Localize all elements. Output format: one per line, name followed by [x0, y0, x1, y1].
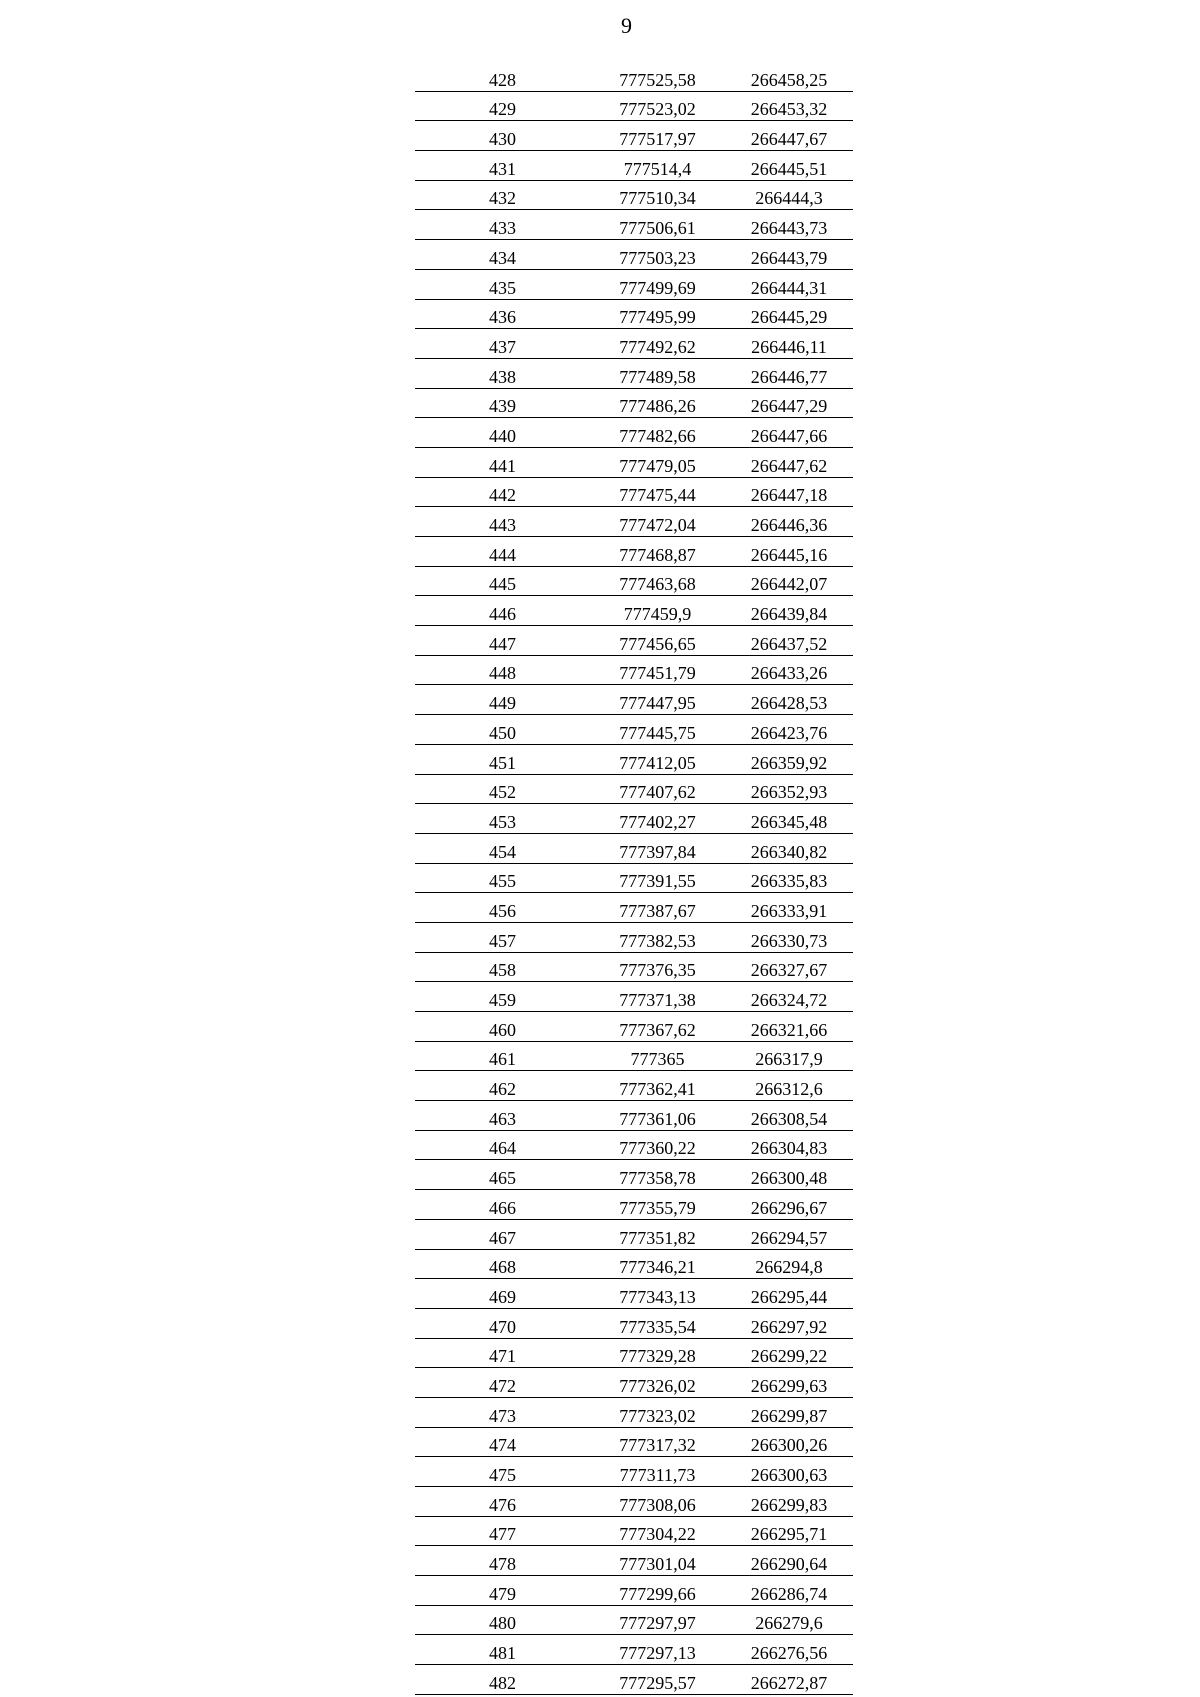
point-number-cell: 476	[415, 1487, 590, 1517]
y-coordinate-cell: 266443,73	[725, 210, 853, 240]
x-coordinate-cell: 777412,05	[590, 744, 725, 774]
point-number-cell: 463	[415, 1101, 590, 1131]
y-coordinate-cell: 266352,93	[725, 774, 853, 804]
y-coordinate-cell: 266294,57	[725, 1219, 853, 1249]
y-coordinate-cell: 266299,87	[725, 1397, 853, 1427]
table-row	[415, 447, 853, 477]
y-coordinate-cell: 266433,26	[725, 655, 853, 685]
y-coordinate-cell: 266447,66	[725, 418, 853, 448]
y-coordinate-cell: 266276,56	[725, 1635, 853, 1665]
table-row	[415, 240, 853, 270]
point-number-cell: 444	[415, 537, 590, 567]
table-row	[415, 1101, 853, 1131]
x-coordinate-cell: 777304,22	[590, 1516, 725, 1546]
table-row	[415, 388, 853, 418]
table-row	[415, 1249, 853, 1279]
table-row	[415, 804, 853, 834]
table-row	[415, 91, 853, 121]
y-coordinate-cell: 266428,53	[725, 685, 853, 715]
x-coordinate-cell: 777387,67	[590, 893, 725, 923]
x-coordinate-cell: 777482,66	[590, 418, 725, 448]
point-number-cell: 431	[415, 151, 590, 181]
y-coordinate-cell: 266321,66	[725, 1012, 853, 1042]
y-coordinate-cell: 266295,71	[725, 1516, 853, 1546]
table-row	[415, 922, 853, 952]
y-coordinate-cell: 266297,92	[725, 1308, 853, 1338]
point-number-cell: 445	[415, 566, 590, 596]
x-coordinate-cell: 777355,79	[590, 1190, 725, 1220]
x-coordinate-cell: 777297,97	[590, 1605, 725, 1635]
table-row	[415, 1012, 853, 1042]
y-coordinate-cell: 266312,6	[725, 1071, 853, 1101]
x-coordinate-cell: 777489,58	[590, 358, 725, 388]
y-coordinate-cell: 266330,73	[725, 922, 853, 952]
x-coordinate-cell: 777365	[590, 1041, 725, 1071]
point-number-cell: 437	[415, 329, 590, 359]
table-row	[415, 1605, 853, 1635]
x-coordinate-cell: 777317,32	[590, 1427, 725, 1457]
y-coordinate-cell: 266299,83	[725, 1487, 853, 1517]
table-row	[415, 893, 853, 923]
y-coordinate-cell: 266300,26	[725, 1427, 853, 1457]
point-number-cell: 471	[415, 1338, 590, 1368]
x-coordinate-cell: 777326,02	[590, 1368, 725, 1398]
table-row	[415, 507, 853, 537]
table-row	[415, 1338, 853, 1368]
x-coordinate-cell: 777358,78	[590, 1160, 725, 1190]
y-coordinate-cell: 266423,76	[725, 715, 853, 745]
y-coordinate-cell: 266295,44	[725, 1279, 853, 1309]
point-number-cell: 461	[415, 1041, 590, 1071]
point-number-cell: 464	[415, 1130, 590, 1160]
point-number-cell: 439	[415, 388, 590, 418]
y-coordinate-cell: 266359,92	[725, 744, 853, 774]
point-number-cell: 438	[415, 358, 590, 388]
y-coordinate-cell: 266445,29	[725, 299, 853, 329]
x-coordinate-cell: 777329,28	[590, 1338, 725, 1368]
x-coordinate-cell: 777391,55	[590, 863, 725, 893]
table-row	[415, 269, 853, 299]
table-row	[415, 1427, 853, 1457]
x-coordinate-cell: 777525,58	[590, 62, 725, 91]
point-number-cell: 447	[415, 626, 590, 656]
table-row	[415, 537, 853, 567]
coordinates-table	[415, 62, 853, 1695]
point-number-cell: 428	[415, 62, 590, 91]
x-coordinate-cell: 777361,06	[590, 1101, 725, 1131]
x-coordinate-cell: 777371,38	[590, 982, 725, 1012]
x-coordinate-cell: 777343,13	[590, 1279, 725, 1309]
y-coordinate-cell: 266458,25	[725, 62, 853, 91]
point-number-cell: 478	[415, 1546, 590, 1576]
x-coordinate-cell: 777463,68	[590, 566, 725, 596]
point-number-cell: 472	[415, 1368, 590, 1398]
y-coordinate-cell: 266299,63	[725, 1368, 853, 1398]
point-number-cell: 432	[415, 180, 590, 210]
x-coordinate-cell: 777402,27	[590, 804, 725, 834]
y-coordinate-cell: 266447,29	[725, 388, 853, 418]
point-number-cell: 440	[415, 418, 590, 448]
point-number-cell: 473	[415, 1397, 590, 1427]
x-coordinate-cell: 777297,13	[590, 1635, 725, 1665]
point-number-cell: 443	[415, 507, 590, 537]
y-coordinate-cell: 266317,9	[725, 1041, 853, 1071]
point-number-cell: 442	[415, 477, 590, 507]
y-coordinate-cell: 266439,84	[725, 596, 853, 626]
table-row	[415, 210, 853, 240]
y-coordinate-cell: 266444,3	[725, 180, 853, 210]
table-row	[415, 596, 853, 626]
x-coordinate-cell: 777475,44	[590, 477, 725, 507]
x-coordinate-cell: 777472,04	[590, 507, 725, 537]
point-number-cell: 457	[415, 922, 590, 952]
y-coordinate-cell: 266300,48	[725, 1160, 853, 1190]
point-number-cell: 480	[415, 1605, 590, 1635]
y-coordinate-cell: 266453,32	[725, 91, 853, 121]
table-row	[415, 1516, 853, 1546]
y-coordinate-cell: 266335,83	[725, 863, 853, 893]
x-coordinate-cell: 777510,34	[590, 180, 725, 210]
table-row	[415, 1130, 853, 1160]
y-coordinate-cell: 266445,51	[725, 151, 853, 181]
y-coordinate-cell: 266279,6	[725, 1605, 853, 1635]
table-row	[415, 982, 853, 1012]
table-row	[415, 1190, 853, 1220]
x-coordinate-cell: 777323,02	[590, 1397, 725, 1427]
x-coordinate-cell: 777447,95	[590, 685, 725, 715]
point-number-cell: 451	[415, 744, 590, 774]
point-number-cell: 470	[415, 1308, 590, 1338]
point-number-cell: 434	[415, 240, 590, 270]
y-coordinate-cell: 266446,36	[725, 507, 853, 537]
y-coordinate-cell: 266442,07	[725, 566, 853, 596]
x-coordinate-cell: 777503,23	[590, 240, 725, 270]
x-coordinate-cell: 777506,61	[590, 210, 725, 240]
point-number-cell: 449	[415, 685, 590, 715]
x-coordinate-cell: 777295,57	[590, 1665, 725, 1695]
point-number-cell: 433	[415, 210, 590, 240]
point-number-cell: 459	[415, 982, 590, 1012]
y-coordinate-cell: 266327,67	[725, 952, 853, 982]
y-coordinate-cell: 266290,64	[725, 1546, 853, 1576]
y-coordinate-cell: 266447,62	[725, 447, 853, 477]
x-coordinate-cell: 777335,54	[590, 1308, 725, 1338]
table-row	[415, 1635, 853, 1665]
y-coordinate-cell: 266272,87	[725, 1665, 853, 1695]
y-coordinate-cell: 266308,54	[725, 1101, 853, 1131]
table-row	[415, 774, 853, 804]
point-number-cell: 467	[415, 1219, 590, 1249]
point-number-cell: 482	[415, 1665, 590, 1695]
table-row	[415, 1487, 853, 1517]
y-coordinate-cell: 266333,91	[725, 893, 853, 923]
table-row	[415, 1041, 853, 1071]
x-coordinate-cell: 777299,66	[590, 1576, 725, 1606]
point-number-cell: 475	[415, 1457, 590, 1487]
table-row	[415, 1160, 853, 1190]
table-row	[415, 1665, 853, 1695]
x-coordinate-cell: 777301,04	[590, 1546, 725, 1576]
point-number-cell: 435	[415, 269, 590, 299]
table-row	[415, 1546, 853, 1576]
table-row	[415, 477, 853, 507]
point-number-cell: 455	[415, 863, 590, 893]
point-number-cell: 466	[415, 1190, 590, 1220]
x-coordinate-cell: 777311,73	[590, 1457, 725, 1487]
x-coordinate-cell: 777517,97	[590, 121, 725, 151]
x-coordinate-cell: 777459,9	[590, 596, 725, 626]
table-row	[415, 744, 853, 774]
table-row	[415, 121, 853, 151]
x-coordinate-cell: 777523,02	[590, 91, 725, 121]
table-row	[415, 566, 853, 596]
table-row	[415, 329, 853, 359]
y-coordinate-cell: 266437,52	[725, 626, 853, 656]
table-row	[415, 715, 853, 745]
x-coordinate-cell: 777499,69	[590, 269, 725, 299]
x-coordinate-cell: 777308,06	[590, 1487, 725, 1517]
y-coordinate-cell: 266300,63	[725, 1457, 853, 1487]
table-row	[415, 1576, 853, 1606]
y-coordinate-cell: 266446,11	[725, 329, 853, 359]
point-number-cell: 479	[415, 1576, 590, 1606]
y-coordinate-cell: 266340,82	[725, 833, 853, 863]
y-coordinate-cell: 266324,72	[725, 982, 853, 1012]
x-coordinate-cell: 777445,75	[590, 715, 725, 745]
point-number-cell: 448	[415, 655, 590, 685]
x-coordinate-cell: 777367,62	[590, 1012, 725, 1042]
point-number-cell: 477	[415, 1516, 590, 1546]
point-number-cell: 456	[415, 893, 590, 923]
x-coordinate-cell: 777456,65	[590, 626, 725, 656]
x-coordinate-cell: 777382,53	[590, 922, 725, 952]
table-row	[415, 685, 853, 715]
x-coordinate-cell: 777468,87	[590, 537, 725, 567]
point-number-cell: 460	[415, 1012, 590, 1042]
table-row	[415, 1308, 853, 1338]
point-number-cell: 454	[415, 833, 590, 863]
point-number-cell: 441	[415, 447, 590, 477]
y-coordinate-cell: 266304,83	[725, 1130, 853, 1160]
table-row	[415, 626, 853, 656]
x-coordinate-cell: 777362,41	[590, 1071, 725, 1101]
table-row	[415, 1279, 853, 1309]
point-number-cell: 481	[415, 1635, 590, 1665]
point-number-cell: 429	[415, 91, 590, 121]
x-coordinate-cell: 777492,62	[590, 329, 725, 359]
x-coordinate-cell: 777397,84	[590, 833, 725, 863]
x-coordinate-cell: 777495,99	[590, 299, 725, 329]
page-number: 9	[621, 13, 632, 38]
y-coordinate-cell: 266447,67	[725, 121, 853, 151]
table-row	[415, 180, 853, 210]
y-coordinate-cell: 266443,79	[725, 240, 853, 270]
x-coordinate-cell: 777486,26	[590, 388, 725, 418]
point-number-cell: 462	[415, 1071, 590, 1101]
y-coordinate-cell: 266345,48	[725, 804, 853, 834]
point-number-cell: 430	[415, 121, 590, 151]
x-coordinate-cell: 777351,82	[590, 1219, 725, 1249]
table-row	[415, 1071, 853, 1101]
table-row	[415, 299, 853, 329]
table-row	[415, 952, 853, 982]
point-number-cell: 465	[415, 1160, 590, 1190]
table-row	[415, 655, 853, 685]
x-coordinate-cell: 777360,22	[590, 1130, 725, 1160]
x-coordinate-cell: 777407,62	[590, 774, 725, 804]
table-row	[415, 151, 853, 181]
y-coordinate-cell: 266299,22	[725, 1338, 853, 1368]
x-coordinate-cell: 777376,35	[590, 952, 725, 982]
y-coordinate-cell: 266286,74	[725, 1576, 853, 1606]
table-row	[415, 358, 853, 388]
coordinates-table-body	[415, 62, 853, 1694]
table-row	[415, 863, 853, 893]
table-row	[415, 418, 853, 448]
table-row	[415, 1368, 853, 1398]
y-coordinate-cell: 266444,31	[725, 269, 853, 299]
x-coordinate-cell: 777346,21	[590, 1249, 725, 1279]
table-row	[415, 1457, 853, 1487]
x-coordinate-cell: 777514,4	[590, 151, 725, 181]
point-number-cell: 452	[415, 774, 590, 804]
point-number-cell: 436	[415, 299, 590, 329]
x-coordinate-cell: 777479,05	[590, 447, 725, 477]
point-number-cell: 458	[415, 952, 590, 982]
table-row	[415, 1397, 853, 1427]
table-row	[415, 1219, 853, 1249]
y-coordinate-cell: 266445,16	[725, 537, 853, 567]
point-number-cell: 453	[415, 804, 590, 834]
point-number-cell: 450	[415, 715, 590, 745]
table-row	[415, 62, 853, 91]
point-number-cell: 446	[415, 596, 590, 626]
y-coordinate-cell: 266294,8	[725, 1249, 853, 1279]
y-coordinate-cell: 266446,77	[725, 358, 853, 388]
x-coordinate-cell: 777451,79	[590, 655, 725, 685]
y-coordinate-cell: 266296,67	[725, 1190, 853, 1220]
point-number-cell: 468	[415, 1249, 590, 1279]
y-coordinate-cell: 266447,18	[725, 477, 853, 507]
point-number-cell: 474	[415, 1427, 590, 1457]
table-row	[415, 833, 853, 863]
point-number-cell: 469	[415, 1279, 590, 1309]
